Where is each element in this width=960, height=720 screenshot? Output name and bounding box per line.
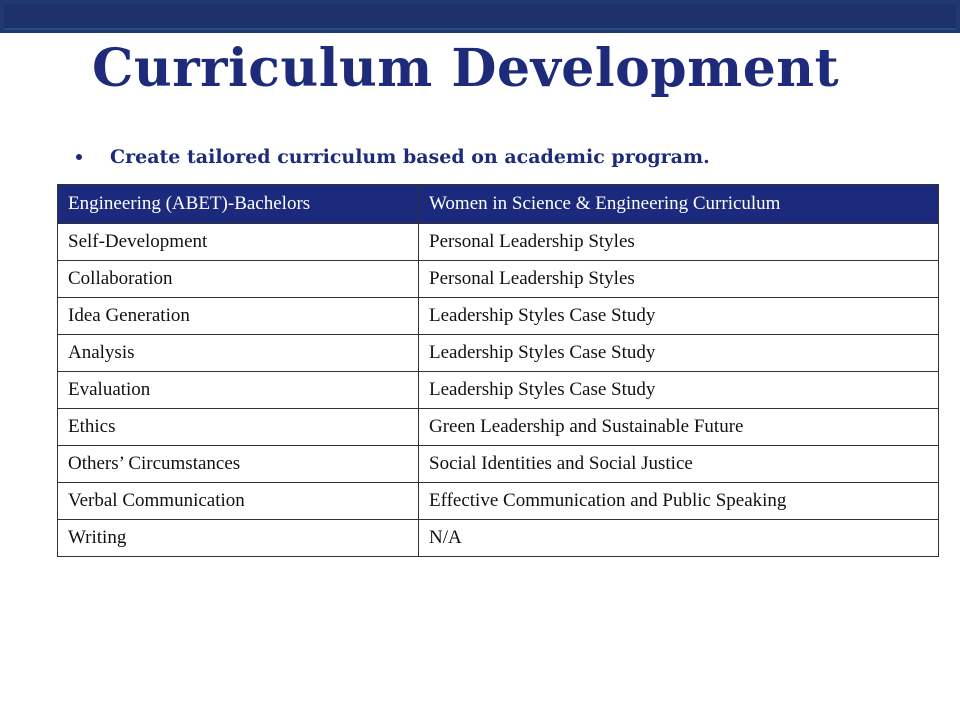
competency-cell: Ethics — [58, 409, 419, 446]
curriculum-cell: Personal Leadership Styles — [419, 224, 939, 261]
table-row — [58, 261, 939, 298]
curriculum-cell: Leadership Styles Case Study — [419, 335, 939, 372]
table-row — [58, 224, 939, 261]
table-row — [58, 520, 939, 557]
header-women-in-science: Women in Science & Engineering Curriculum — [419, 185, 939, 224]
table-row — [58, 298, 939, 335]
competency-cell: Evaluation — [58, 372, 419, 409]
competency-cell: Others’ Circumstances — [58, 446, 419, 483]
curriculum-table — [57, 184, 939, 557]
curriculum-cell: Green Leadership and Sustainable Future — [419, 409, 939, 446]
table-row — [58, 483, 939, 520]
curriculum-cell: Leadership Styles Case Study — [419, 298, 939, 335]
competency-cell: Collaboration — [58, 261, 419, 298]
curriculum-cell: N/A — [419, 520, 939, 557]
curriculum-cell: Social Identities and Social Justice — [419, 446, 939, 483]
bullet-dot-icon — [76, 154, 82, 160]
bullet-text: Create tailored curriculum based on academic program. — [110, 146, 710, 168]
top-banner-inner — [4, 4, 956, 30]
header-engineering: Engineering (ABET)-Bachelors — [58, 185, 419, 224]
table-row — [58, 335, 939, 372]
bullet-item — [76, 145, 710, 169]
curriculum-cell: Effective Communication and Public Speaking — [419, 483, 939, 520]
table-row — [58, 409, 939, 446]
curriculum-cell: Leadership Styles Case Study — [419, 372, 939, 409]
top-banner-bar — [0, 0, 960, 33]
slide-title: Curriculum Development — [92, 38, 840, 99]
competency-cell: Writing — [58, 520, 419, 557]
table-row — [58, 372, 939, 409]
competency-cell: Analysis — [58, 335, 419, 372]
competency-cell: Self-Development — [58, 224, 419, 261]
table-row — [58, 446, 939, 483]
competency-cell: Idea Generation — [58, 298, 419, 335]
curriculum-cell: Personal Leadership Styles — [419, 261, 939, 298]
competency-cell: Verbal Communication — [58, 483, 419, 520]
table-header-row — [58, 185, 939, 224]
